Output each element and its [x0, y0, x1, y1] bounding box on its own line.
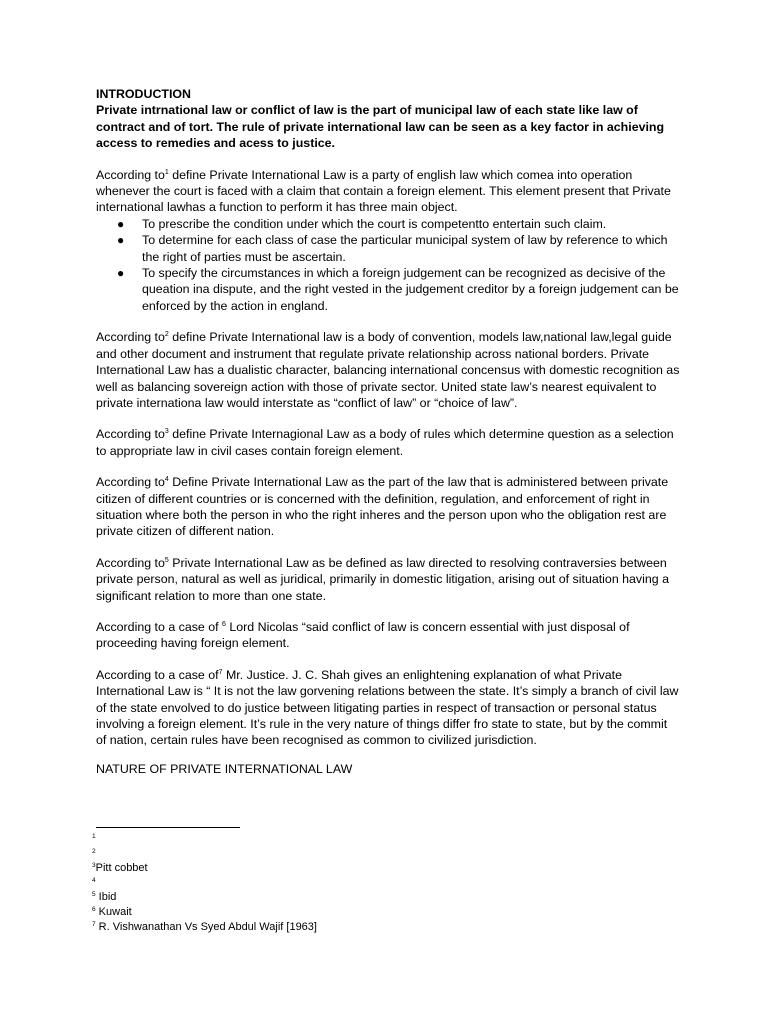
case-paragraph-7	[96, 667, 680, 749]
footnote-number: 7	[92, 920, 96, 928]
paragraph-text: Lord Nicolas “said conflict of law is concern essential with just disposal of proceeding having foreign element.	[96, 619, 630, 651]
footnotes	[92, 832, 317, 934]
footnote-number: 2	[92, 847, 96, 855]
list-item-text: To determine for each class of case the particular municipal system of law by reference to which the right of parties must be ascertain.	[142, 233, 668, 264]
footnote-7	[92, 920, 317, 935]
paragraph-text: define Private International law is a body of convention, models law,national law,legal guide and other document and instrument that regulate private relationship across national borders. Private International Law has a dualistic character, balancing international concensus with domestic recognition as well as balancing sovereign action with those of private sector. United state law’s nearest equivalent to private internationa law would interstate as “conflict of law” or “choice of law”.	[96, 330, 680, 410]
definition-paragraph-4	[96, 474, 680, 540]
section-heading: NATURE OF PRIVATE INTERNATIONAL LAW	[96, 761, 353, 776]
footnote-4	[92, 876, 317, 891]
bullet-icon: ●	[117, 216, 125, 231]
footnote-text: R. Vishwanathan Vs Syed Abdul Wajif [1963]	[95, 920, 317, 933]
document-body	[96, 86, 680, 777]
paragraph-text: Private International Law as be defined as law directed to resolving contraversies between private person, natural as well as juridical, primarily in domestic litigation, arising out of situation having a significant relation to more than one state.	[96, 555, 670, 603]
footnote-ref: 3	[164, 428, 169, 436]
definition-paragraph-2	[96, 329, 680, 411]
paragraph-lead: According to	[96, 555, 165, 570]
footnote-number: 1	[92, 833, 96, 840]
objects-list	[96, 216, 680, 314]
footnote-number: 4	[92, 876, 96, 884]
list-item	[96, 216, 680, 232]
paragraph-text: define Private International Law is a party of english law which comea into operation whenever the court is faced with a claim that contain a foreign element. This element present that Private international lawhas a function to perform it has three main object.	[96, 167, 671, 215]
footnote-ref: 6	[222, 620, 226, 628]
footnote-number: 3	[92, 862, 96, 870]
footnote-text: Kuwait	[95, 905, 132, 918]
list-item-text: To specify the circumstances in which a foreign judgement can be recognized as decisive of the queation ina dispute, and the right vested in the judgement creditor by a foreign judgement can be enforced by the action in england.	[142, 266, 679, 313]
footnote-6	[92, 905, 317, 920]
paragraph-lead: According to a case of	[96, 619, 223, 634]
intro-paragraph: Private intrnational law or conflict of law is the part of municipal law of each state like law of contract and of tort. The rule of private international law can be seen as a key factor in achieving access to remedies and acess to justice.	[96, 103, 665, 151]
footnote-3	[92, 861, 317, 876]
footnote-5	[92, 890, 317, 905]
footnote-ref: 5	[164, 556, 169, 564]
footnote-separator	[96, 827, 240, 828]
paragraph-lead: According to	[96, 427, 165, 442]
paragraph-text: Define Private International Law as the part of the law that is administered between private citizen of different countries or is concerned with the definition, regulation, and enforcement of right in situation where both the person in who the right inheres and the person upon who the obligation rest are private citizen of different nation.	[96, 475, 669, 539]
case-paragraph-6	[96, 619, 680, 652]
footnote-text: Ibid	[95, 891, 117, 904]
paragraph-lead: According to	[96, 167, 165, 182]
definition-paragraph-5	[96, 555, 680, 604]
intro-heading: INTRODUCTION	[96, 87, 191, 101]
footnote-1	[92, 832, 317, 847]
list-item-text: To prescribe the condition under which the court is competentto entertain such claim.	[142, 216, 607, 231]
paragraph-lead: According to	[96, 330, 165, 345]
definition-paragraph-1	[96, 167, 680, 216]
footnote-ref: 7	[218, 668, 223, 676]
bullet-icon: ●	[117, 233, 125, 248]
definition-paragraph-3	[96, 426, 680, 459]
paragraph-lead: According to	[96, 475, 165, 490]
paragraph-text: Mr. Justice. J. C. Shah gives an enlightening explanation of what Private International Law is “ It is not the law gorvening relations between the state. It’s simply a branch of civil law of the state envolved to do justice between litigating parties in respect of transaction or personal status involving a foreign element. It’s rule in the very nature of things differ fro state to state, but by the commit of nation, certain rules have been recognised as common to civilized jurisdiction.	[96, 667, 679, 748]
footnote-ref: 2	[164, 331, 169, 339]
list-item	[96, 265, 680, 314]
footnote-number: 6	[92, 905, 96, 913]
paragraph-text: define Private Internagional Law as a body of rules which determine question as a selection to appropriate law in civil cases contain foreign element.	[96, 427, 674, 458]
footnote-ref: 4	[164, 476, 169, 484]
footnote-text: Pitt cobbet	[95, 862, 148, 875]
bullet-icon: ●	[117, 266, 125, 281]
footnote-ref: 1	[164, 168, 169, 176]
footnote-number: 5	[92, 891, 96, 899]
list-item	[96, 232, 680, 265]
paragraph-lead: According to a case of	[96, 667, 219, 682]
footnote-2	[92, 847, 317, 862]
